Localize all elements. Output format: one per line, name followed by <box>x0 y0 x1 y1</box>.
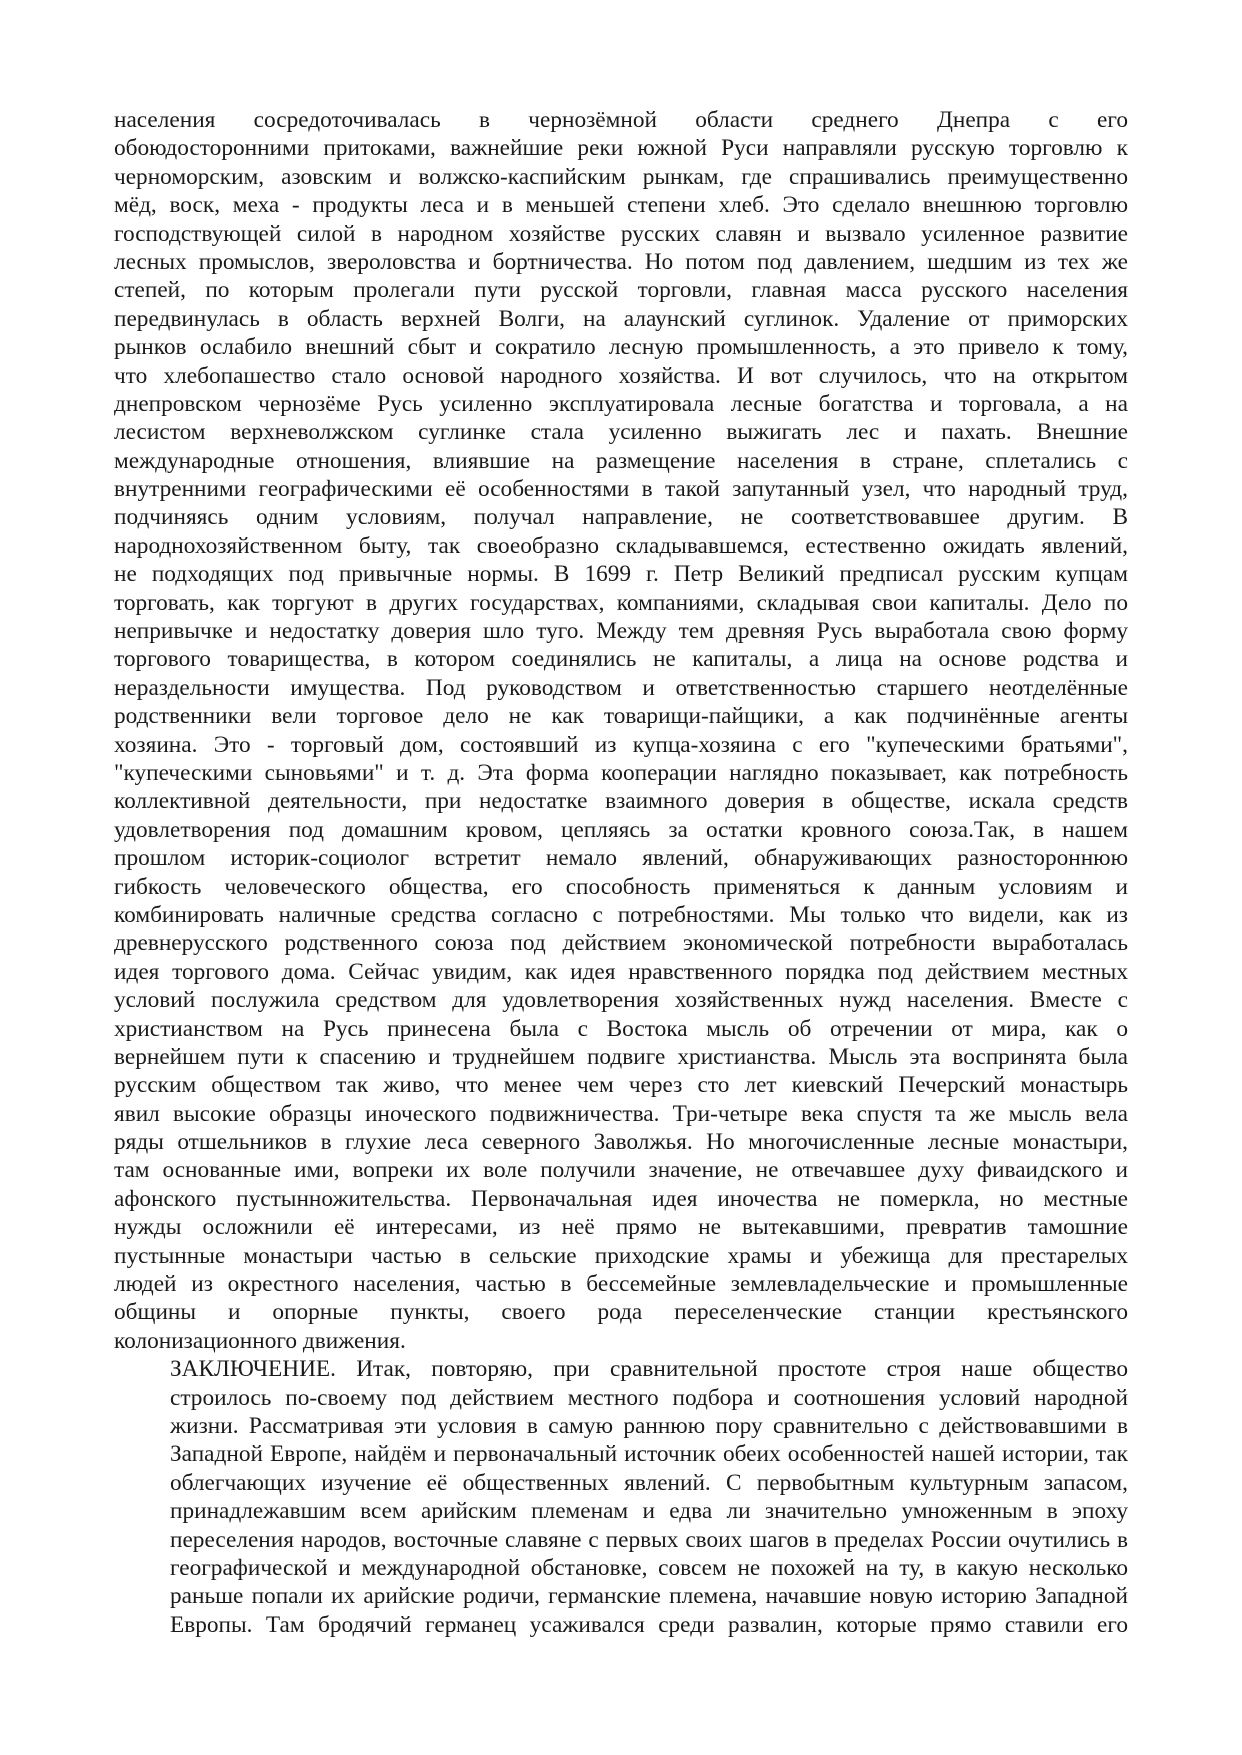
text-line: прошлом историк-социолог встретит немало явлений, обнаруживающих разностороннюю <box>114 845 1128 872</box>
text-line: идея торгового дома. Сейчас увидим, как идея нравственного порядка под действием местных <box>114 958 1128 985</box>
text-line: географической и международной обстановке, совсем не похожей на ту, в какую несколько <box>170 1554 1128 1581</box>
text-line: мёд, воск, меха - продукты леса и в меньшей степени хлеб. Это сделало внешнюю торговлю <box>114 192 1128 219</box>
text-line: пустынные монастыри частью в сельские приходские храмы и убежища для престарелых <box>114 1242 1128 1269</box>
text-line: там основанные ими, вопреки их воле получили значение, не отвечавшее духу фиваидского и <box>114 1157 1128 1184</box>
text-line: переселения народов, восточные славяне с первых своих шагов в пределах России очутились в <box>170 1526 1128 1553</box>
text-line: русским обществом так живо, что менее чем через сто лет киевский Печерский монастырь <box>114 1072 1128 1099</box>
text-line: явил высокие образцы иноческого подвижничества. Три-четыре века спустя та же мысль вела <box>114 1100 1128 1127</box>
text-line: коллективной деятельности, при недостатке взаимного доверия в обществе, искала средств <box>114 788 1128 815</box>
text-line: внутренними географическими её особенностями в такой запутанный узел, что народный труд, <box>114 476 1128 503</box>
text-line: народнохозяйственном быту, так своеобразно складывавшемся, естественно ожидать явлений, <box>114 532 1128 559</box>
text-line: раньше попали их арийские родичи, германские племена, начавшие новую историю Западной <box>170 1583 1128 1610</box>
text-line: гибкость человеческого общества, его способность применяться к данным условиям и <box>114 873 1128 900</box>
text-line: комбинировать наличные средства согласно с потребностями. Мы только что видели, как из <box>114 901 1128 928</box>
document-body <box>114 106 1128 1639</box>
text-line: лесистом верхневолжском суглинке стала усиленно выжигать лес и пахать. Внешние <box>114 419 1128 446</box>
paragraph-conclusion <box>114 1355 1128 1639</box>
text-line: вернейшем пути к спасению и труднейшем подвиге христианства. Мысль эта воспринята была <box>114 1043 1128 1070</box>
text-line: жизни. Рассматривая эти условия в самую раннюю пору сравнительно с действовавшими в <box>170 1412 1128 1439</box>
text-line: "купеческими сыновьями" и т. д. Эта форма кооперации наглядно показывает, как потребность <box>114 759 1128 786</box>
text-line: днепровском чернозёме Русь усиленно эксплуатировала лесные богатства и торговала, а на <box>114 390 1128 417</box>
text-line: людей из окрестного населения, частью в бессемейные землевладельческие и промышленные <box>114 1271 1128 1298</box>
text-line: не подходящих под привычные нормы. В 1699 г. Петр Великий предписал русским купцам <box>114 561 1128 588</box>
text-line: обоюдосторонними притоками, важнейшие реки южной Руси направляли русскую торговлю к <box>114 135 1128 162</box>
text-line: афонского пустынножительства. Первоначальная идея иночества не померкла, но местные <box>114 1185 1128 1212</box>
text-line: населения сосредоточивалась в чернозёмной области среднего Днепра с его <box>114 107 1128 133</box>
text-line: нераздельности имущества. Под руководством и ответственностью старшего неотделённые <box>114 674 1128 701</box>
text-line: рынков ослабило внешний сбыт и сократило лесную промышленность, а это привело к тому, <box>114 334 1128 361</box>
text-line: торгового товарищества, в котором соединялись не капиталы, а лица на основе родства и <box>114 646 1128 673</box>
text-line: христианством на Русь принесена была с Востока мысль об отречении от мира, как о <box>114 1015 1128 1042</box>
text-line: господствующей силой в народном хозяйстве русских славян и вызвало усиленное развитие <box>114 220 1128 247</box>
text-line: общины и опорные пункты, своего рода переселенческие станции крестьянского <box>114 1299 1128 1326</box>
text-line: подчиняясь одним условиям, получал направление, не соответствовавшее другим. В <box>114 504 1128 531</box>
text-line: родственники вели торговое дело не как товарищи-пайщики, а как подчинённые агенты <box>114 703 1128 730</box>
text-line: торговать, как торгуют в других государствах, компаниями, складывая свои капиталы. Дело по <box>114 589 1128 616</box>
text-line: Западной Европе, найдём и первоначальный источник обеих особенностей нашей истории, так <box>170 1441 1128 1468</box>
text-line: колонизационного движения. <box>114 1327 406 1354</box>
text-line: удовлетворения под домашним кровом, цепляясь за остатки кровного союза.Так, в нашем <box>114 816 1128 843</box>
text-line: международные отношения, влиявшие на размещение населения в стране, сплетались с <box>114 447 1128 474</box>
text-line: хозяина. Это - торговый дом, состоявший из купца-хозяина с его "купеческими братьями", <box>114 731 1128 758</box>
text-line: условий послужила средством для удовлетворения хозяйственных нужд населения. Вместе с <box>114 987 1128 1014</box>
text-line: лесных промыслов, звероловства и бортничества. Но потом под давлением, шедшим из тех же <box>114 248 1128 275</box>
text-line: принадлежавшим всем арийским племенам и едва ли значительно умноженным в эпоху <box>170 1498 1128 1525</box>
text-line: нужды осложнили её интересами, из неё прямо не вытекавшими, превратив тамошние <box>114 1214 1128 1241</box>
text-line: строилось по-своему под действием местного подбора и соотношения условий народной <box>170 1384 1128 1411</box>
text-line: ЗАКЛЮЧЕНИЕ. Итак, повторяю, при сравнительной простоте строя наше общество <box>170 1356 1128 1383</box>
text-line: что хлебопашество стало основой народного хозяйства. И вот случилось, что на открытом <box>114 362 1128 389</box>
text-line: облегчающих изучение её общественных явлений. С первобытным культурным запасом, <box>170 1469 1128 1496</box>
text-line: Европы. Там бродячий германец усаживался среди развалин, которые прямо ставили его <box>170 1611 1128 1638</box>
text-line: степей, по которым пролегали пути русской торговли, главная масса русского населения <box>114 277 1128 304</box>
text-line: передвинулась в область верхней Волги, на алаунский суглинок. Удаление от приморских <box>114 305 1128 332</box>
text-line: непривычке и недостатку доверия шло туго. Между тем древняя Русь выработала свою форму <box>114 618 1128 645</box>
paragraph-body <box>114 106 1128 1355</box>
text-line: черноморским, азовским и волжско-каспийским рынкам, где спрашивались преимущественно <box>114 163 1128 190</box>
text-line: древнерусского родственного союза под действием экономической потребности выработалась <box>114 930 1128 957</box>
text-line: ряды отшельников в глухие леса северного Заволжья. Но многочисленные лесные монастыри, <box>114 1129 1128 1156</box>
